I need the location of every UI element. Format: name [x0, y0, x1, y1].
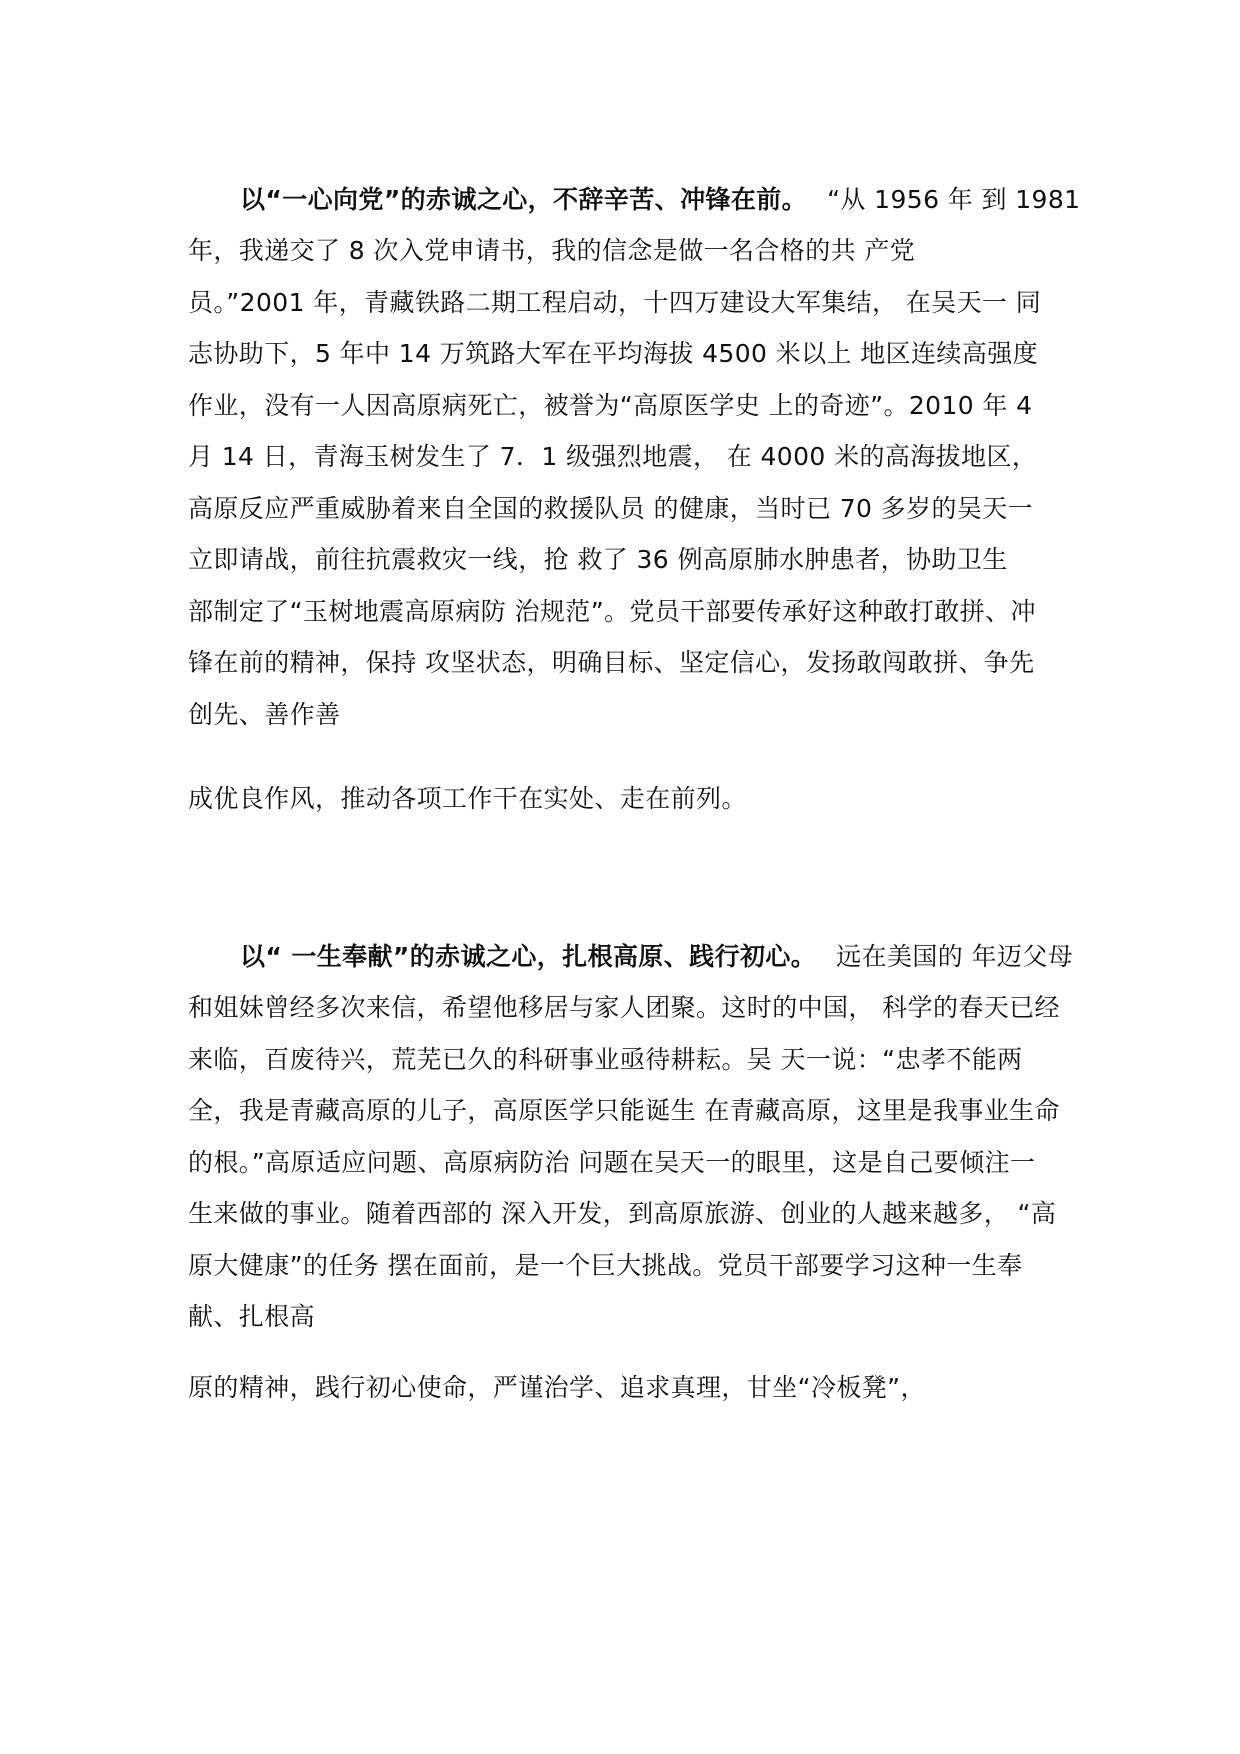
- paragraph-line: 员。”2001 年，青藏铁路二期工程启动，十四万建设大军集结， 在吴天一 同: [188, 288, 1042, 317]
- paragraph-line: 献、扎根高: [188, 1302, 316, 1331]
- paragraph-line: 立即请战，前往抗震救灾一线，抢 救了 36 例高原肺水肿患者，协助卫生: [188, 545, 1008, 574]
- paragraph-line: 生来做的事业。随着西部的 深入开发，到高原旅游、创业的人越来越多， “高: [188, 1199, 1057, 1228]
- paragraph-line: 高原反应严重威胁着来自全国的救援队员 的健康，当时已 70 多岁的吴天一: [188, 494, 1034, 523]
- paragraph-line: [240, 940, 1073, 974]
- paragraph-text: 远在美国的 年迈父母: [836, 942, 1074, 971]
- paragraph-line: 作业，没有一人因高原病死亡，被誉为“高原医学史 上的奇迹”。2010 年 4: [188, 391, 1033, 420]
- paragraph-line: 部制定了“玉树地震高原病防 治规范”。党员干部要传承好这种敢打敢拼、冲: [188, 597, 1036, 626]
- paragraph-line: 创先、善作善: [188, 700, 341, 729]
- paragraph-line: 锋在前的精神，保持 攻坚状态，明确目标、坚定信心，发扬敢闯敢拼、争先: [188, 648, 1035, 677]
- paragraph-line: 月 14 日，青海玉树发生了 7．1 级强烈地震， 在 4000 米的高海拔地区，: [188, 442, 1038, 471]
- paragraph-heading: 以“ 一生奉献”的赤诚之心，扎根高原、践行初心。: [240, 942, 817, 971]
- paragraph-line: 来临，百废待兴，荒芜已久的科研事业亟待耕耘。吴 天一说：“忠孝不能两: [188, 1045, 1023, 1074]
- paragraph-line: 原的精神，践行初心使命，严谨治学、追求真理，甘坐“冷板凳”，: [188, 1373, 926, 1402]
- paragraph-line: 全，我是青藏高原的儿子，高原医学只能诞生 在青藏高原，这里是我事业生命: [188, 1096, 1060, 1125]
- paragraph-line: 年，我递交了 8 次入党申请书，我的信念是做一名合格的共 产党: [188, 236, 916, 265]
- paragraph-line: [240, 183, 1080, 217]
- paragraph-line: 的根。”高原适应问题、高原病防治 问题在吴天一的眼里，这是自己要倾注一: [188, 1148, 1036, 1177]
- paragraph-line: 和姐妹曾经多次来信，希望他移居与家人团聚。这时的中国， 科学的春天已经: [188, 993, 1060, 1022]
- paragraph-text: “从 1956 年 到 1981: [827, 185, 1081, 214]
- paragraph-heading: 以“一心向党”的赤诚之心，不辞辛苦、冲锋在前。: [240, 185, 808, 214]
- paragraph-line: 成优良作风，推动各项工作干在实处、走在前列。: [188, 784, 747, 813]
- paragraph-line: 原大健康”的任务 摆在面前，是一个巨大挑战。党员干部要学习这种一生奉: [188, 1251, 1023, 1280]
- paragraph-line: 志协助下，5 年中 14 万筑路大军在平均海拔 4500 米以上 地区连续高强度: [188, 339, 1039, 368]
